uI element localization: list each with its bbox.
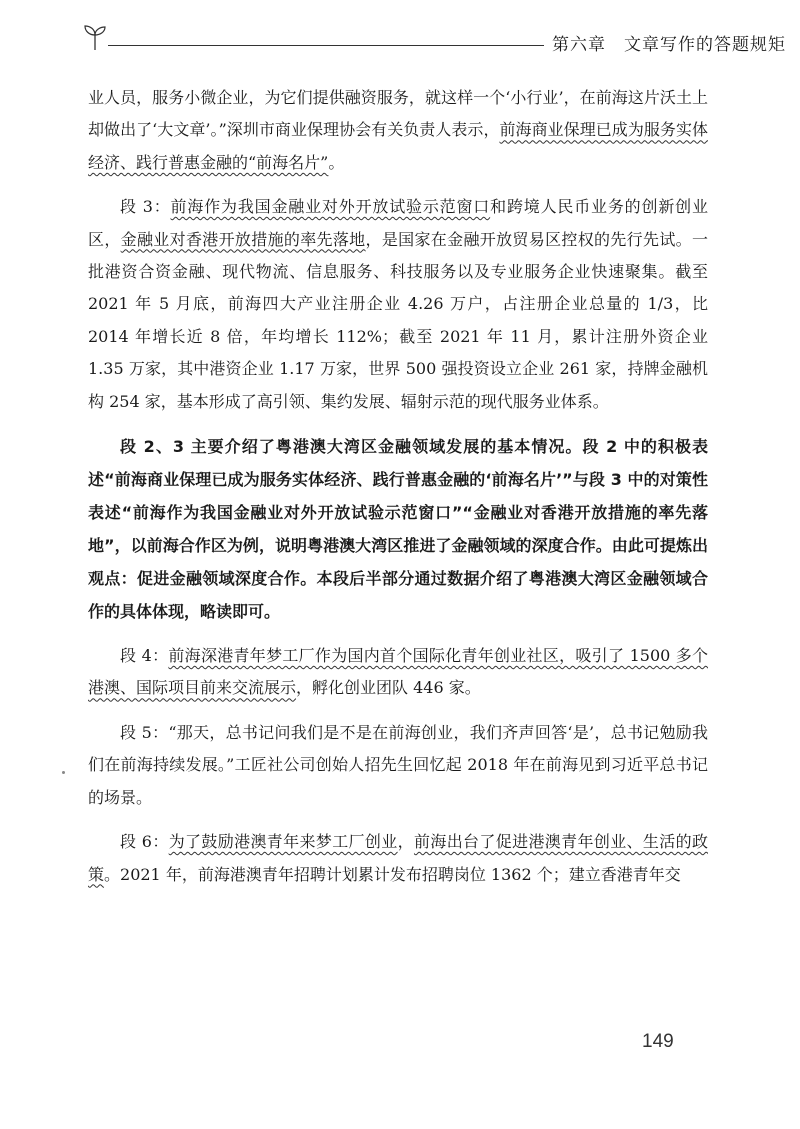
- underlined-phrase: 前海商业保理已成为服务实体经济、践行普惠金融的“前海名片”: [88, 120, 708, 172]
- text-run: 段 6：: [120, 832, 169, 852]
- running-header: [82, 18, 786, 58]
- text-run: ，: [397, 832, 414, 852]
- page-number: 149: [642, 1031, 674, 1052]
- text-run: ，孵化创业团队 446 家。: [296, 678, 481, 698]
- text-run: 段 3：: [120, 197, 171, 217]
- text-run: 业人员，服务小微企业，为它们提供融资服务，就这样一个‘小行业’，在前海这片沃土上却做出了‘大文章’。”深圳市商业保理协会有关负责人表示，: [88, 88, 708, 140]
- text-run: ，是国家在金融开放贸易区控权的先行先试。一批港资合资金融、现代物流、信息服务、科技服务以及专业服务企业快速聚集。截至 2021 年 5 月底，前海四大产业注册企业 4.26 万户，占注册企业总量的 1/3，比 2014 年增长近 8 倍，年均增长 112%；截至 2021 年 11 月，累计注册外资企业 1.35 万家，其中港资企业 1.17 万家，世界 500 强投资设立企业 261 家，持牌金融机构 254 家，基本形成了高引领、集约发展、辐射示范的现代服务业体系。: [88, 229, 708, 411]
- text-run: 。: [328, 152, 345, 172]
- text-run: 段 4：: [120, 646, 169, 666]
- margin-mark: [62, 771, 65, 774]
- body-text: [88, 82, 708, 903]
- header-rule: [108, 45, 544, 46]
- underlined-phrase: 前海出台了促进港澳青年创业、生活的政策: [88, 832, 708, 884]
- paragraph-p-analysis: [88, 430, 708, 628]
- paragraph-p-intro: [88, 82, 708, 179]
- underlined-phrase: 为了鼓励港澳青年来梦工厂创业: [168, 832, 398, 852]
- underlined-phrase: 金融业对香港开放措施的率先落地: [120, 229, 366, 249]
- sprout-icon: [82, 22, 108, 52]
- underlined-phrase: 前海作为我国金融业对外开放试验示范窗口: [170, 197, 491, 217]
- text-run: 和跨境人民币业务的创新创业区，: [88, 197, 708, 249]
- chapter-title: 第六章 文章写作的答题规矩: [552, 35, 786, 55]
- text-run: 段 2、3 主要介绍了粤港澳大湾区金融领域发展的基本情况。段 2 中的积极表述“前海商业保理已成为服务实体经济、践行普惠金融的‘前海名片’”与段 3 中的对策性表述“前海作为我国金融业对外开放试验示范窗口”“金融业对香港开放措施的率先落地”，以前海合作区为例，说明粤港澳大湾区推进了金融领域的深度合作。由此可提炼出观点：促进金融领域深度合作。本段后半部分通过数据介绍了粤港澳大湾区金融领域合作的具体体现，略读即可。: [88, 437, 708, 622]
- paragraph-p-seg3: [88, 191, 708, 418]
- text-run: 。2021 年，前海港澳青年招聘计划累计发布招聘岗位 1362 个；建立香港青年交: [104, 864, 681, 884]
- text-run: 段 5：“那天，总书记问我们是不是在前海创业，我们齐声回答‘是’，总书记勉励我们在前海持续发展。”工匠社公司创始人招先生回忆起 2018 年在前海见到习近平总书记的场景。: [88, 722, 708, 807]
- paragraph-p-seg4: [88, 640, 708, 705]
- paragraph-p-seg5: [88, 717, 708, 814]
- paragraph-p-seg6: [88, 826, 708, 891]
- underlined-phrase: 前海深港青年梦工厂作为国内首个国际化青年创业社区，吸引了 1500 多个港澳、国际项目前来交流展示: [88, 646, 708, 698]
